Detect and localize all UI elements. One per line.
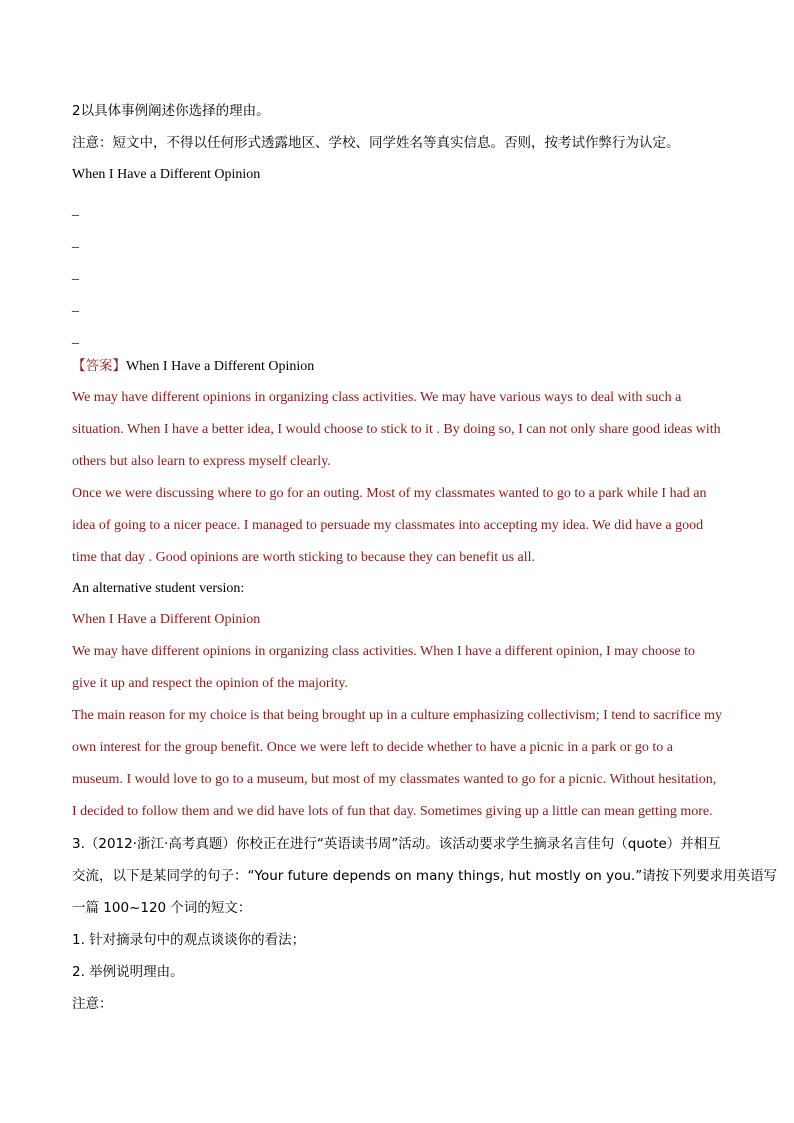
answer-text-line: idea of going to a nicer peace. I managed to persuade my classmates into accepting my idea. We did have a good [72,518,704,533]
question3-requirement-1: 1. 针对摘录句中的观点谈谈你的看法； [72,932,306,948]
blank-line: _ [72,331,79,346]
answer-title: When I Have a Different Opinion [126,359,315,374]
blank-line: _ [72,299,79,314]
answer-text-line: time that day . Good opinions are worth sticking to because they can benefit us all. [72,550,536,565]
question3-line: 3.（2012·浙江·高考真题）你校正在进行“英语读书周”活动。该活动要求学生摘录名言佳句（quote）并相互 [72,836,721,852]
alternative-text-line: own interest for the group benefit. Once we were left to decide whether to have a picnic in a park or go to a [72,740,673,755]
note-line: 注意：短文中，不得以任何形式透露地区、学校、同学姓名等真实信息。否则，按考试作弊行为认定。 [72,135,680,151]
answer-tag: 【答案】 [72,358,126,374]
answer-text-line: others but also learn to express myself clearly. [72,454,331,469]
alternative-text-line: give it up and respect the opinion of the majority. [72,676,348,691]
blank-line: _ [72,267,79,282]
question3-requirement-2: 2. 举例说明理由。 [72,964,184,980]
alternative-text-line: We may have different opinions in organizing class activities. When I have a different opinion, I may choose to [72,644,695,659]
question3-note: 注意： [72,996,113,1012]
answer-text-line: Once we were discussing where to go for an outing. Most of my classmates wanted to go to a park while I had an [72,486,707,501]
answer-text-line: situation. When I have a better idea, I would choose to stick to it . By doing so, I can not only share good ideas with [72,422,721,437]
alternative-text-line: I decided to follow them and we did have lots of fun that day. Sometimes giving up a little can mean getting more. [72,804,713,819]
essay-title: When I Have a Different Opinion [72,167,261,182]
answer-text-line: We may have different opinions in organizing class activities. We may have various ways to deal with such a [72,390,682,405]
alternative-label: An alternative student version: [72,581,245,596]
alternative-text-line: The main reason for my choice is that being brought up in a culture emphasizing collectivism; I tend to sacrifice my [72,708,723,723]
alternative-text-line: museum. I would love to go to a museum, but most of my classmates wanted to go for a picnic. Without hesitation, [72,772,717,787]
requirement-2: 2以具体事例阐述你选择的理由。 [72,103,270,119]
question3-line: 交流，以下是某同学的句子：“Your future depends on many things, hut mostly on you.”请按下列要求用英语写 [72,868,778,884]
blank-line: _ [72,235,79,250]
question3-line: 一篇 100~120 个词的短文： [72,900,252,916]
alternative-title: When I Have a Different Opinion [72,612,261,627]
answer-heading [72,357,732,376]
blank-line: _ [72,203,79,218]
